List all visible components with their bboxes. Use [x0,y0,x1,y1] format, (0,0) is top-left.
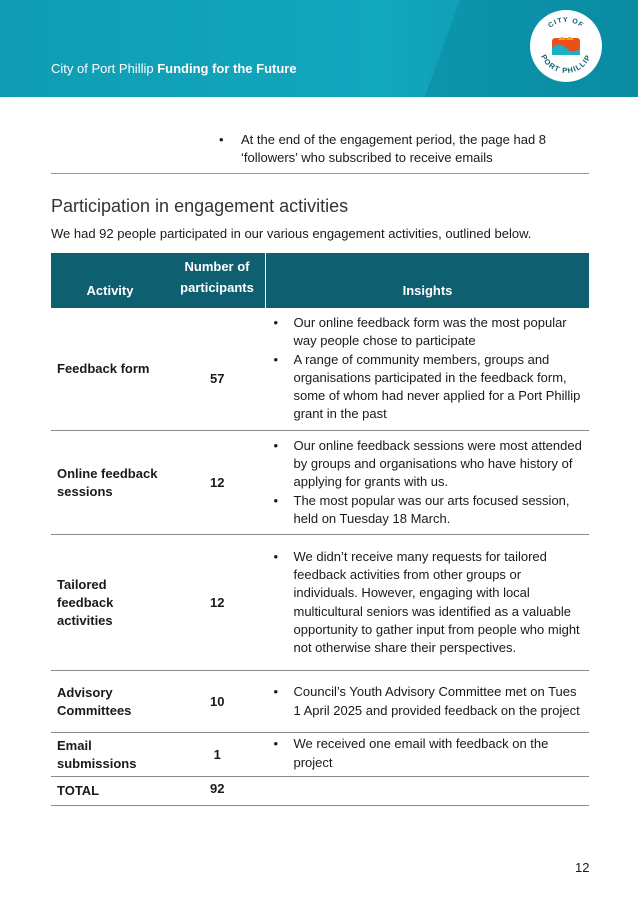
insight-text: The most popular was our arts focused session, held on Tuesday 18 March. [293,492,570,526]
header-participants-line2: participants [180,280,254,295]
cell-participants: 12 [169,430,266,534]
bullet-icon: • [273,492,279,508]
cell-insights [266,308,590,430]
table-row [51,308,589,430]
list-item [266,492,584,529]
bullet-icon: • [273,437,279,453]
insight-text: Council’s Youth Advisory Committee met on Tues 1 April 2025 and provided feedback on the project [293,684,580,718]
city-logo [530,10,602,82]
header-participants [169,253,266,308]
total-insights-empty [266,777,590,806]
header-activity: Activity [51,253,169,308]
table-row [51,535,589,671]
doc-title: Funding for the Future [157,61,297,76]
svg-text:PORT PHILLIP [539,53,593,75]
bullet-icon: • [273,548,279,564]
cell-participants: 10 [169,671,266,733]
table-row [51,430,589,534]
document-title [51,61,297,76]
insight-text: We didn’t receive many requests for tailored feedback activities from other groups or individuals. However, engaging with local multicultural seniors was identified as a valuable opportunity to gather input from people who might not otherwise share their perspectives. [293,548,580,656]
cell-activity: Online feedback sessions [51,430,169,534]
insight-text: Our online feedback form was the most popular way people chose to participate [293,315,567,349]
cell-activity: Feedback form [51,308,169,430]
list-item [266,314,584,351]
table-row [51,671,589,733]
activities-table [51,253,589,806]
top-bullet-item [219,131,589,167]
list-item [266,548,584,658]
page-number: 12 [575,860,590,875]
list-item [266,735,584,772]
list-item [266,683,584,720]
cell-insights [266,671,590,733]
cell-activity: Tailored feedback activities [51,535,169,671]
top-bullet-text: At the end of the engagement period, the page had 8 ‘followers’ who subscribed to receive emails [241,132,547,165]
insight-text: A range of community members, groups and organisations participated in the feedback form, some of whom had never applied for a Port Phillip grant in the past [293,351,581,422]
header-insights: Insights [266,253,590,308]
intro-text: We had 92 people participated in our various engagement activities, outlined below. [51,226,532,241]
logo-text-bottom: PORT PHILLIP [539,52,593,76]
bullet-icon: • [273,736,279,752]
table-header-row [51,253,589,308]
table-total-row [51,777,589,806]
org-name: City of Port Phillip [51,61,154,76]
cell-insights [266,535,590,671]
cell-activity: Advisory Committees [51,671,169,733]
list-item [266,437,584,492]
section-title: Participation in engagement activities [51,196,349,216]
header-banner [0,0,638,97]
cell-insights [266,733,590,777]
cell-participants: 12 [169,535,266,671]
logo-text-top: CITY OF [547,16,585,30]
divider [51,173,589,174]
bullet-icon: • [219,132,224,147]
cell-participants: 57 [169,308,266,430]
header-participants-line1: Number of [184,259,250,274]
total-value: 92 [169,777,266,806]
bullet-icon: • [273,315,279,330]
insight-text: Our online feedback sessions were most attended by groups and organisations who have history of applying for grants with us. [293,437,582,490]
list-item [266,351,584,424]
cell-activity: Email submissions [51,733,169,777]
svg-text:CITY OF [547,17,585,30]
table-row [51,733,589,777]
bullet-icon: • [273,351,279,367]
total-label: TOTAL [51,777,169,806]
insight-text: We received one email with feedback on the project [293,736,549,770]
cell-insights [266,430,590,534]
cell-participants: 1 [169,733,266,777]
bullet-icon: • [273,684,279,700]
